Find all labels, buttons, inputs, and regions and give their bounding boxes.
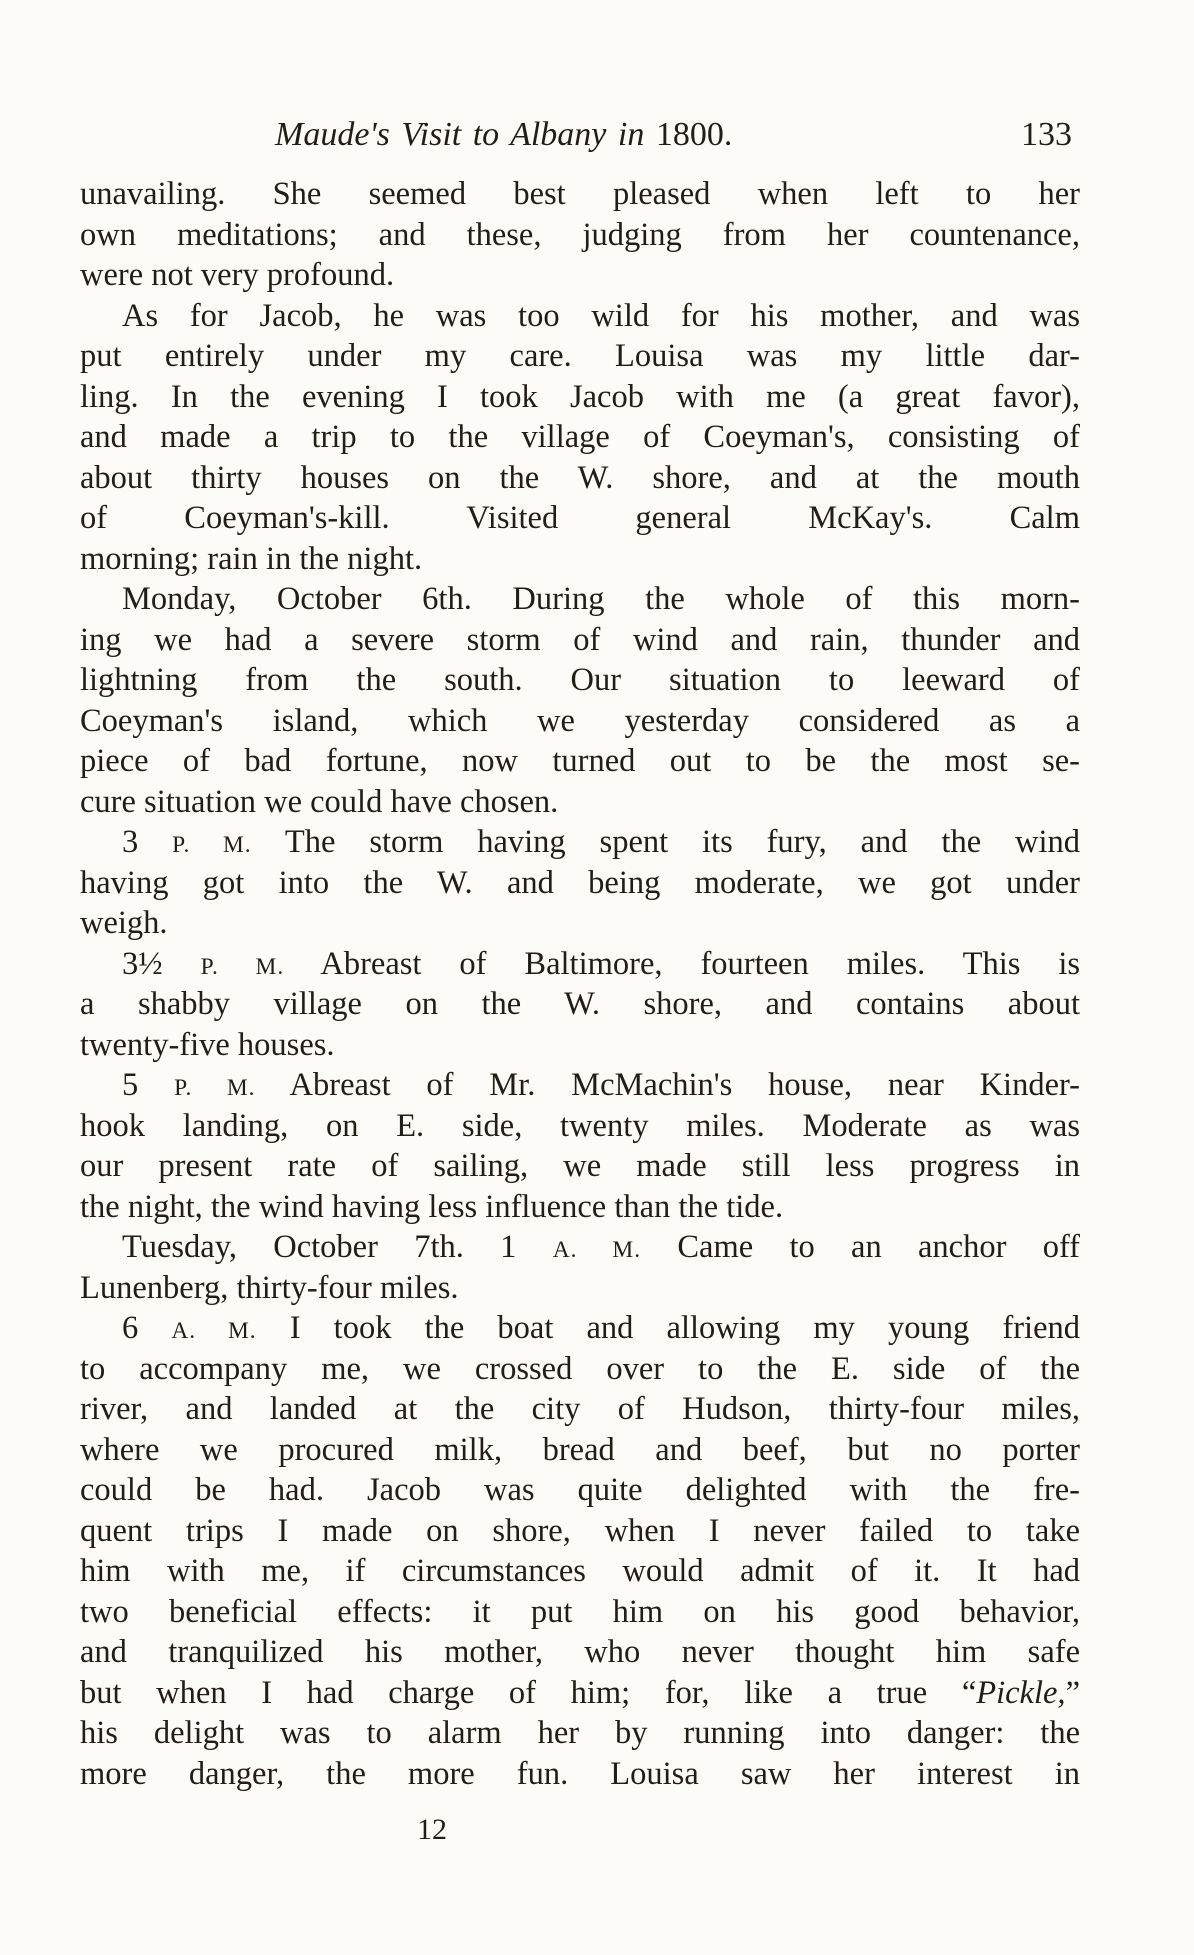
text-line: morning; rain in the night.	[80, 540, 423, 577]
text-line: 5 P. M. Abreast of Mr. McMachin's house, near Kinder-	[122, 1067, 1080, 1103]
text-line: quent trips I made on shore, when I never failed to take	[80, 1512, 1080, 1549]
text-line: Tuesday, October 7th. 1 A. M. Came to an anchor off	[122, 1229, 1081, 1265]
text-line: him with me, if circumstances would admit of it. It had	[80, 1553, 1080, 1589]
text-line: Coeyman's island, which we yesterday considered as a	[80, 702, 1080, 739]
text-line: 3 P. M. The storm having spent its fury, and the wind	[122, 824, 1081, 860]
text-line: hook landing, on E. side, twenty miles. Moderate as was	[80, 1107, 1080, 1144]
text-line: own meditations; and these, judging from her countenance,	[80, 216, 1080, 253]
text-line: more danger, the more fun. Louisa saw her interest in	[80, 1755, 1080, 1792]
signature-mark: 12	[417, 1813, 447, 1846]
text-line: two beneficial effects: it put him on his good behavior,	[80, 1593, 1080, 1630]
text-line: Monday, October 6th. During the whole of this morn-	[122, 581, 1080, 617]
text-line: 6 A. M. I took the boat and allowing my young friend	[122, 1310, 1080, 1346]
body-text	[80, 174, 1080, 1794]
running-title-text: Maude's Visit to Albany in	[275, 116, 645, 153]
text-line: our present rate of sailing, we made still less progress in	[80, 1148, 1080, 1184]
text-line: weigh.	[80, 905, 168, 941]
text-line: river, and landed at the city of Hudson, thirty-four miles,	[80, 1391, 1080, 1427]
text-line: his delight was to alarm her by running into danger: the	[80, 1715, 1080, 1751]
text-line: could be had. Jacob was quite delighted with the fre-	[80, 1472, 1080, 1508]
text-line: were not very profound.	[80, 257, 395, 293]
text-line: having got into the W. and being moderate, we got under	[80, 864, 1080, 901]
text-line: ing we had a severe storm of wind and rain, thunder and	[80, 621, 1080, 658]
text-line: piece of bad fortune, now turned out to be the most se-	[80, 743, 1080, 779]
running-title-year: 1800.	[655, 116, 733, 153]
text-line: to accompany me, we crossed over to the E. side of the	[80, 1350, 1080, 1387]
text-line: unavailing. She seemed best pleased when left to her	[80, 176, 1080, 212]
page-number: 133	[1021, 116, 1072, 153]
text-line: but when I had charge of him; for, like a true “Pickle,”	[80, 1674, 1080, 1711]
running-title	[275, 110, 732, 160]
running-head	[80, 110, 1080, 160]
text-line: put entirely under my care. Louisa was my little dar-	[80, 338, 1080, 374]
text-line: ling. In the evening I took Jacob with me (a great favor),	[80, 378, 1080, 415]
text-line: the night, the wind having less influence than the tide.	[80, 1188, 784, 1225]
text-line: where we procured milk, bread and beef, but no porter	[80, 1431, 1080, 1468]
text-line: Lunenberg, thirty-four miles.	[80, 1269, 459, 1306]
text-line: a shabby village on the W. shore, and contains about	[80, 986, 1080, 1022]
text-line: and made a trip to the village of Coeyman's, consisting of	[80, 419, 1080, 455]
text-line: As for Jacob, he was too wild for his mother, and was	[122, 297, 1080, 334]
text-line: cure situation we could have chosen.	[80, 783, 559, 820]
text-line: lightning from the south. Our situation to leeward of	[80, 662, 1080, 698]
text-line: twenty-five houses.	[80, 1026, 335, 1063]
text-line: about thirty houses on the W. shore, and at the mouth	[80, 459, 1080, 496]
text-line: and tranquilized his mother, who never thought him safe	[80, 1634, 1080, 1670]
text-line: of Coeyman's-kill. Visited general McKay's. Calm	[80, 500, 1080, 536]
text-line: 3½ P. M. Abreast of Baltimore, fourteen miles. This is	[122, 945, 1081, 982]
book-page	[80, 110, 1080, 1890]
